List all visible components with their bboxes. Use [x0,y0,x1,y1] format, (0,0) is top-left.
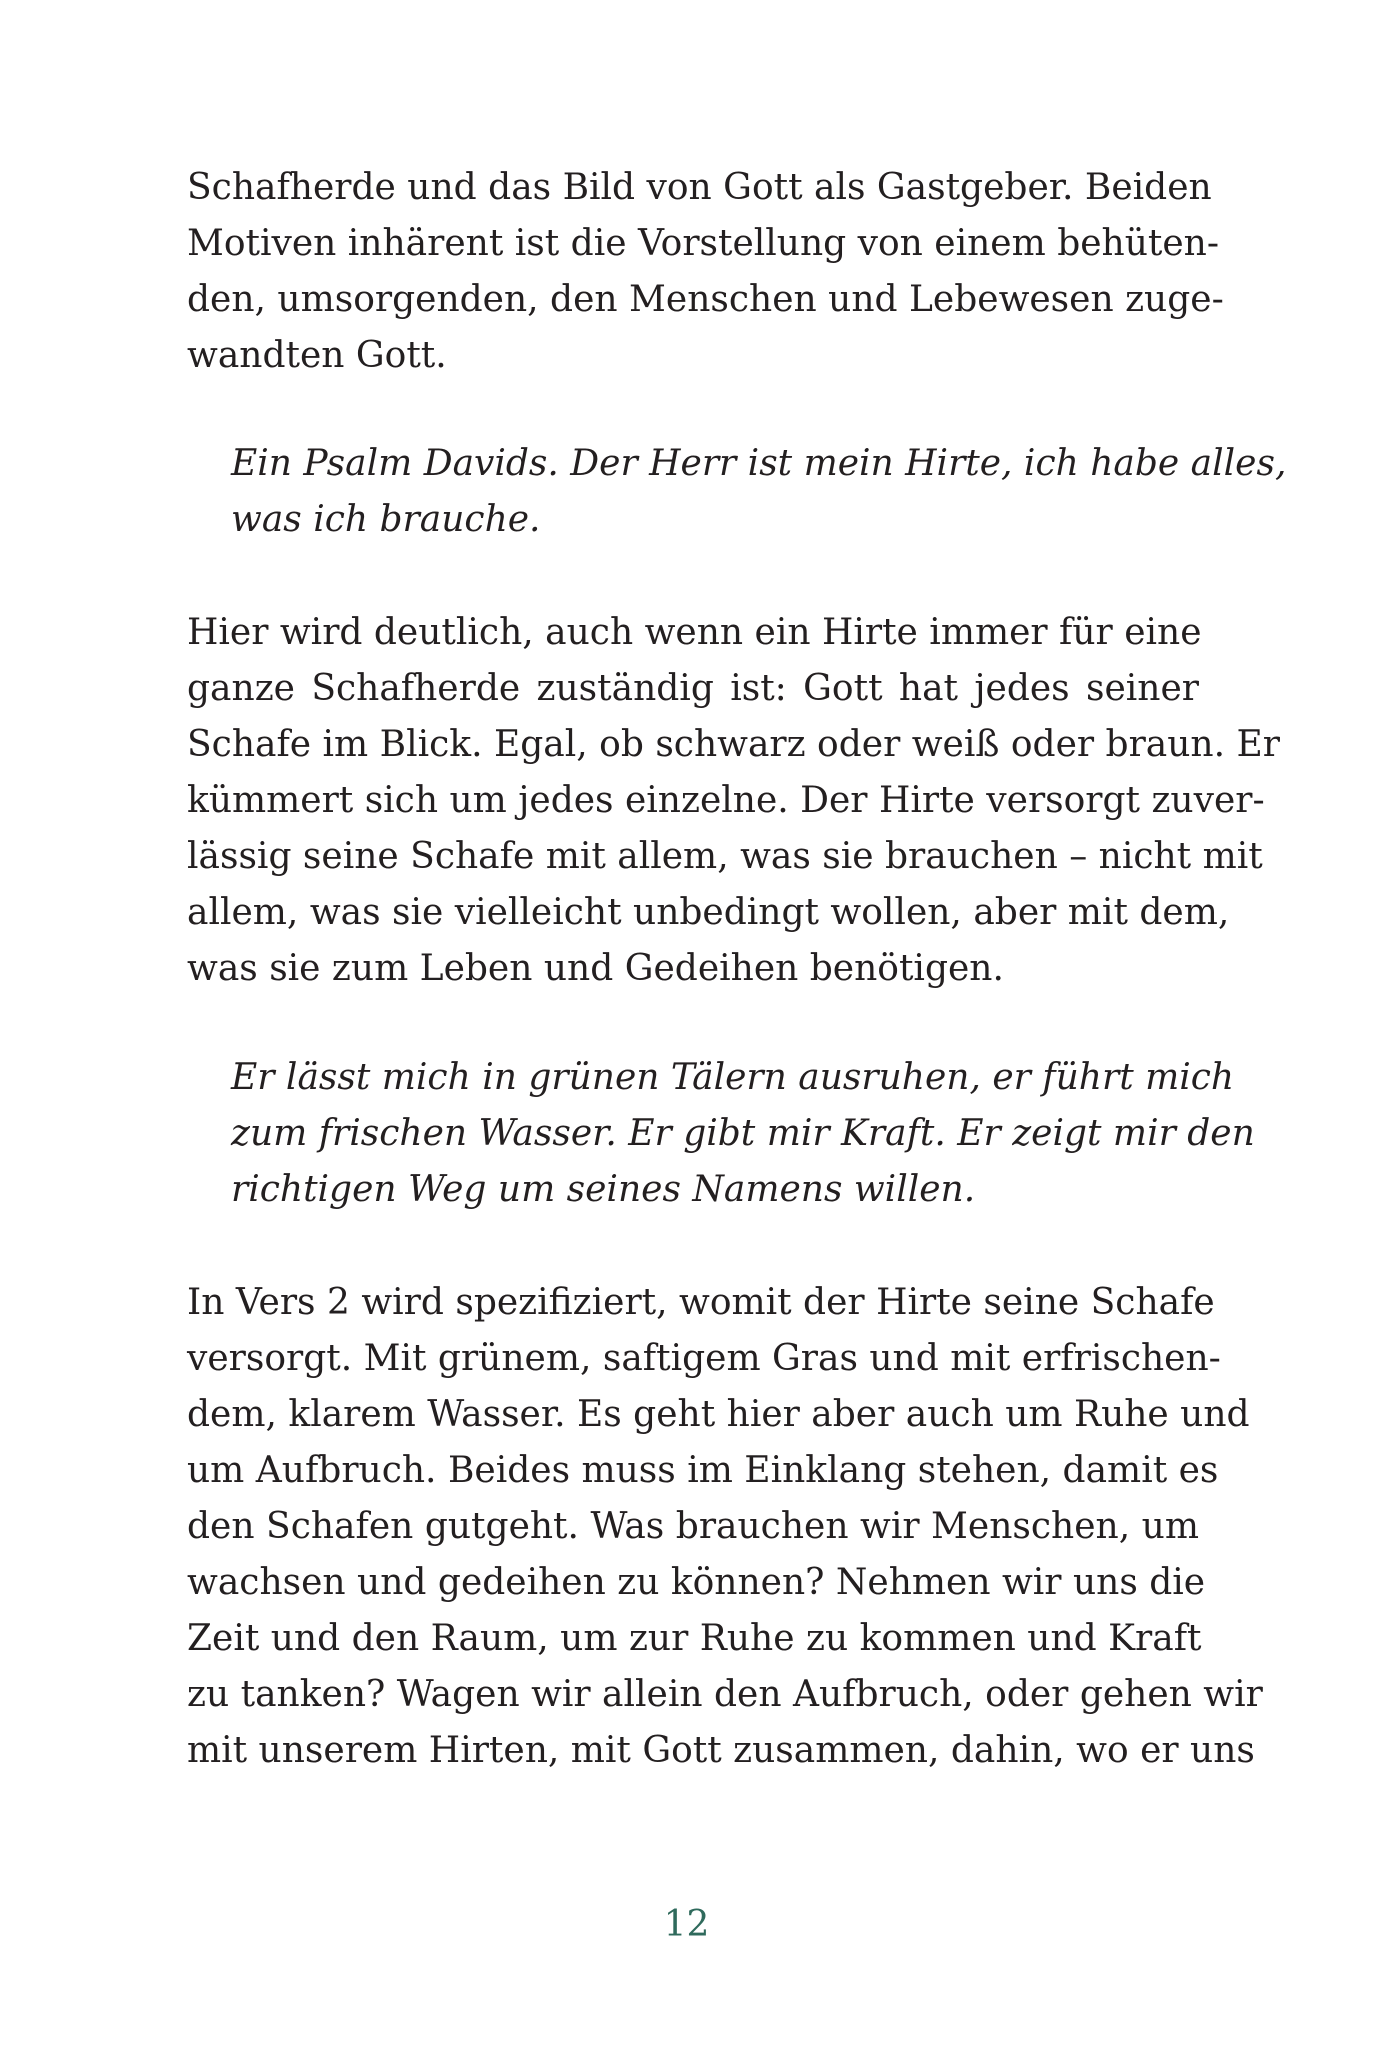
paragraph-2-line-2: ganze Schafherde zuständig ist: Gott hat jedes seiner [187,668,1199,709]
psalm-quote-2-line-1: Er lässt mich in grünen Tälern ausruhen, er führt mich [231,1057,1235,1098]
paragraph-2-line-1: Hier wird deutlich, auch wenn ein Hirte immer für eine [187,612,1202,653]
paragraph-1-line-1: Schafherde und das Bild von Gott als Gastgeber. Beiden [187,167,1212,208]
paragraph-3-line-2: versorgt. Mit grünem, saftigem Gras und mit erfrischen- [187,1338,1221,1379]
psalm-quote-2-line-3: richtigen Weg um seines Namens willen. [231,1169,976,1210]
paragraph-1-line-4: wandten Gott. [187,335,447,376]
paragraph-2-line-7: was sie zum Leben und Gedeihen benötigen. [187,948,1004,989]
paragraph-3-line-9: mit unserem Hirten, mit Gott zusammen, dahin, wo er uns [187,1730,1255,1771]
paragraph-3-line-3: dem, klarem Wasser. Es geht hier aber auch um Ruhe und [187,1394,1250,1435]
psalm-quote-1-line-2: was ich brauche. [231,499,541,540]
psalm-quote-2-line-2: zum frischen Wasser. Er gibt mir Kraft. Er zeigt mir den [231,1113,1255,1154]
paragraph-2-line-3: Schafe im Blick. Egal, ob schwarz oder weiß oder braun. Er [187,724,1280,765]
paragraph-3-line-4: um Aufbruch. Beides muss im Einklang stehen, damit es [187,1450,1219,1491]
paragraph-1-line-3: den, umsorgenden, den Menschen und Lebewesen zuge- [187,279,1224,320]
paragraph-3-line-7: Zeit und den Raum, um zur Ruhe zu kommen und Kraft [187,1618,1202,1659]
paragraph-3-line-6: wachsen und gedeihen zu können? Nehmen wir uns die [187,1562,1206,1603]
paragraph-3-line-8: zu tanken? Wagen wir allein den Aufbruch, oder gehen wir [187,1674,1263,1715]
paragraph-3-line-1: In Vers 2 wird spezifiziert, womit der Hirte seine Schafe [187,1282,1215,1323]
psalm-quote-1-line-1: Ein Psalm Davids. Der Herr ist mein Hirte, ich habe alles, [231,443,1287,484]
paragraph-1-line-2: Motiven inhärent ist die Vorstellung von einem behüten- [187,223,1220,264]
paragraph-3-line-5: den Schafen gutgeht. Was brauchen wir Menschen, um [187,1506,1199,1547]
page-number: 12 [663,1904,710,1945]
paragraph-2-line-4: kümmert sich um jedes einzelne. Der Hirte versorgt zuver- [187,780,1265,821]
paragraph-2-line-6: allem, was sie vielleicht unbedingt wollen, aber mit dem, [187,892,1230,933]
paragraph-2-line-5: lässig seine Schafe mit allem, was sie brauchen – nicht mit [187,836,1263,877]
